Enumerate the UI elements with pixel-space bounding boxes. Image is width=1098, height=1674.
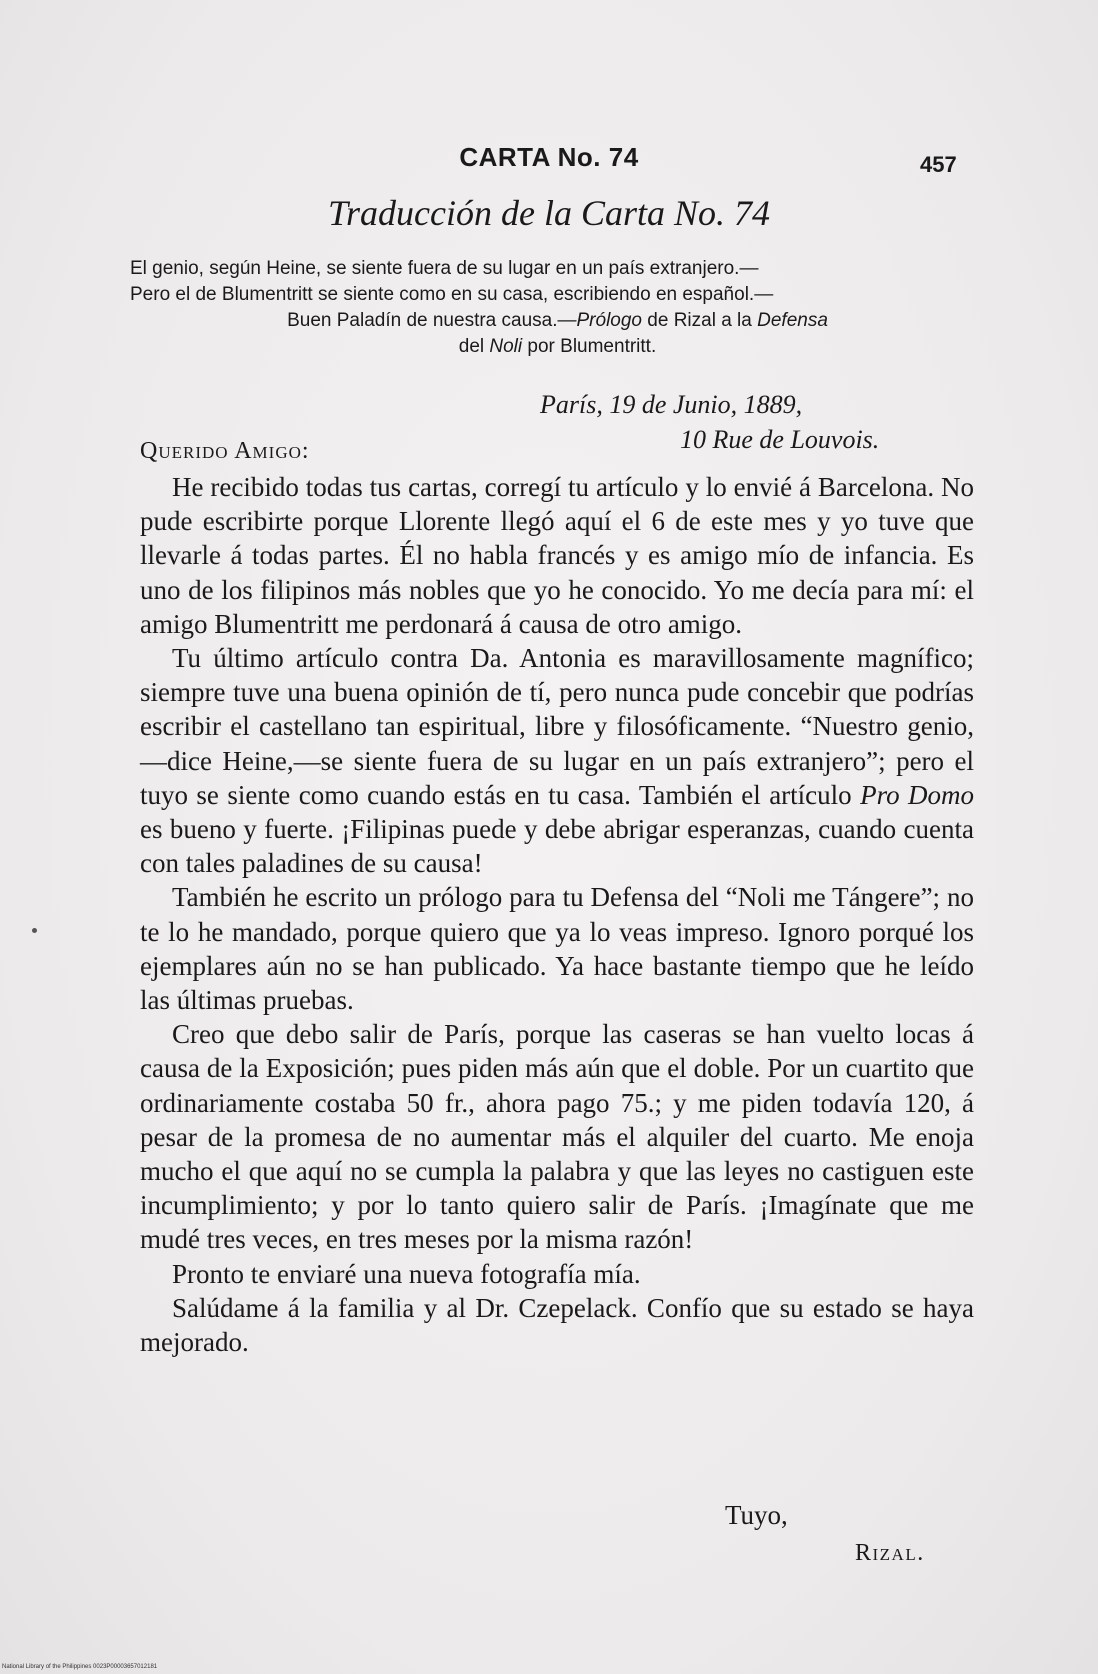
paragraph-6: Salúdame á la familia y al Dr. Czepelack. Confío que su estado se haya mejorado.: [140, 1292, 974, 1358]
closing: Tuyo,: [725, 1500, 788, 1530]
salutation: Querido Amigo:: [140, 438, 310, 464]
letter-date: París, 19 de Junio, 1889,: [540, 390, 803, 419]
archive-footer: National Library of the Philippines 0023P00003657012181: [2, 1664, 158, 1670]
letter-address: 10 Rue de Louvois.: [680, 425, 880, 454]
scan-speck: [32, 928, 37, 933]
letter-body: [140, 470, 974, 1359]
epigraph-line-3: [130, 308, 985, 334]
translation-title: Traducción de la Carta No. 74: [327, 193, 771, 233]
paragraph-2-end: es bueno y fuerte. ¡Filipinas puede y debe abrigar esperanzas, cuando cuenta con tales paladines de su causa!: [140, 814, 974, 879]
page-header-title: CARTA No. 74: [459, 142, 639, 172]
epigraph-line-1: El genio, según Heine, se siente fuera de su lugar en un país extranjero.—: [130, 258, 759, 279]
signature: Rizal.: [855, 1540, 925, 1566]
epigraph-line-2: Pero el de Blumentritt se siente como en su casa, escribiendo en español.—: [130, 284, 774, 305]
epigraph-line-4-end: por Blumentritt.: [522, 336, 657, 357]
page-number: 457: [920, 152, 957, 177]
paragraph-1: He recibido todas tus cartas, corregí tu artículo y lo envié á Barcelona. No pude escribirte porque Llorente llegó aquí el 6 de este mes y yo tuve que llevarle á todas partes. Él no habla francés y es amigo mío de infancia. Es uno de los filipinos más nobles que yo he conocido. Yo me decía para mí: el amigo Blumentritt me perdonará á causa de otro amigo.: [140, 472, 974, 639]
paragraph-3: También he escrito un prólogo para tu Defensa del “Noli me Tángere”; no te lo he mandado, porque quiero que ya lo veas impreso. Ignoro porqué los ejemplares aún no se han publicado. Ya hace bastante tiempo que he leído las últimas pruebas.: [140, 882, 974, 1016]
pro-domo-title: Pro Domo: [860, 779, 974, 810]
epigraph-prologo: Prólogo: [576, 310, 642, 331]
epigraph-line-3-text: Buen Paladín de nuestra causa.—: [287, 310, 577, 331]
paragraph-5: Pronto te enviaré una nueva fotografía mía.: [172, 1258, 641, 1289]
epigraph-line-4-text: del: [458, 336, 490, 357]
epigraph-noli: Noli: [489, 336, 523, 357]
epigraph-line-3-middle: de Rizal a la: [642, 310, 758, 331]
paragraph-2: [140, 641, 974, 880]
paragraph-2-text: Tu último artículo contra Da. Antonia es maravillosamente magnífico; siempre tuve una buena opinión de tí, pero nunca pude concebir que podrías escribir el castellano tan espiritual, libre y filosóficamente. “Nuestro genio,—dice Heine,—se siente fuera de su lugar en un país extranjero”; pero el tuyo se siente como cuando estás en tu casa. También el artículo: [140, 643, 974, 810]
epigraph-line-4: [130, 334, 985, 360]
epigraph: [130, 256, 985, 360]
paragraph-4: Creo que debo salir de París, porque las caseras se han vuelto locas á causa de la Exposición; pues piden más aún que el doble. Por un cuartito que ordinariamente costaba 50 fr., ahora pago 75.; y me piden todavía 120, á pesar de la promesa de no aumentar más el alquiler del cuarto. Me enoja mucho el que aquí no se cumpla la palabra y que las leyes no castiguen este incumplimiento; y por lo tanto quiero salir de París. ¡Imagínate que me mudé tres veces, en tres meses por la misma razón!: [140, 1019, 974, 1255]
epigraph-defensa: Defensa: [757, 310, 828, 331]
